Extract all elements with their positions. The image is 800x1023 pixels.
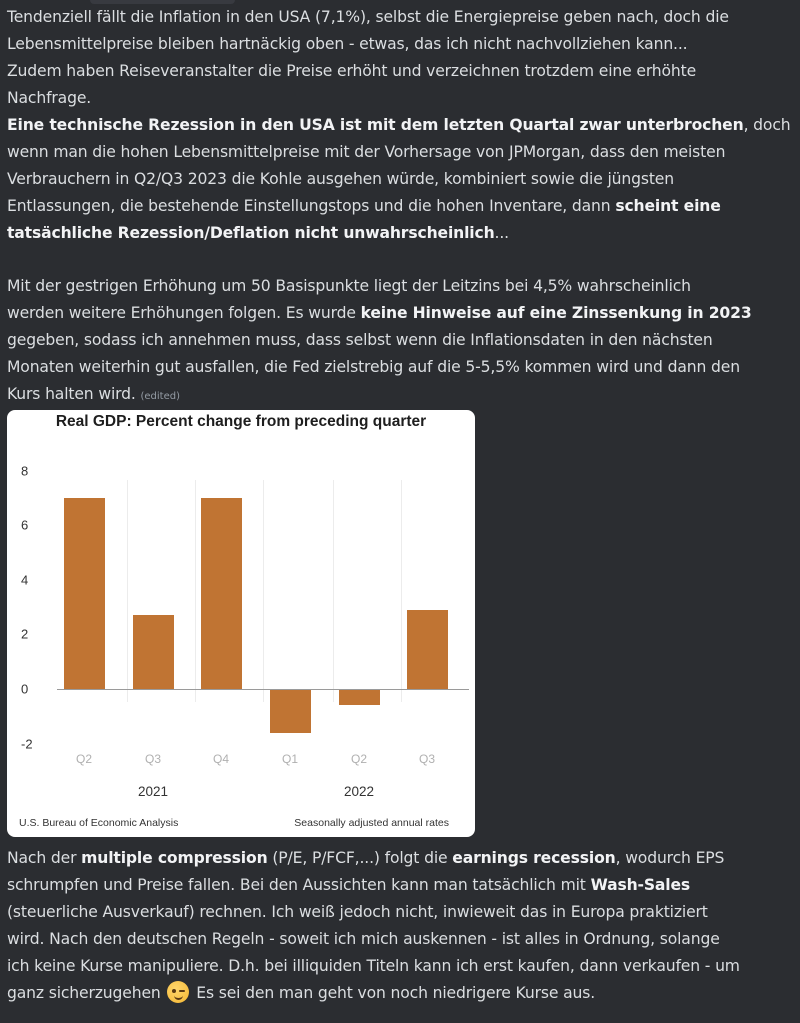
p4-text: schrumpfen und Preise fallen. Bei den Aussichten kann man tatsächlich mit	[7, 876, 591, 894]
p2-bold-scheint: scheint eine	[615, 197, 721, 215]
gdp-bar	[201, 498, 242, 689]
gdp-bar	[407, 610, 448, 689]
edited-label: (edited)	[140, 391, 180, 402]
p4-bold-multiple-compression: multiple compression	[81, 849, 268, 867]
p2-bold-recession: Eine technische Rezession in den USA ist mit dem letzten Quartal zwar unterbrochen	[7, 116, 744, 134]
p4-line4: wird. Nach den deutschen Regeln - soweit ich mich auskennen - ist alles in Ordnung, solange	[7, 930, 720, 948]
x-axis-tick: Q1	[281, 752, 298, 766]
p3-bold-zinssenkung: keine Hinweise auf eine Zinssenkung in 2023	[360, 304, 752, 322]
y-axis-tick: 6	[21, 517, 29, 533]
grid-separator	[263, 480, 264, 702]
y-axis-tick: 0	[21, 681, 29, 697]
p2-line3: Verbrauchern in Q2/Q3 2023 die Kohle ausgehen würde, kombiniert sowie die jüngsten	[7, 170, 674, 188]
p4-text: (P/E, P/FCF,...) folgt die	[267, 849, 453, 867]
zero-axis-line	[57, 689, 469, 690]
x-axis-tick: Q3	[418, 752, 435, 766]
y-axis-tick: 4	[21, 572, 29, 588]
p3-line5: Kurs halten wird.	[7, 385, 136, 403]
p3-line1: Mit der gestrigen Erhöhung um 50 Basispunkte liegt der Leitzins bei 4,5% wahrscheinlich	[7, 277, 691, 295]
p2-ellipsis: ...	[494, 224, 509, 242]
y-axis-tick: 2	[21, 626, 29, 642]
grid-separator	[127, 480, 128, 702]
year-group-label: 2022	[343, 784, 375, 799]
x-axis-tick: Q2	[75, 752, 92, 766]
y-axis-tick: 8	[21, 463, 29, 479]
p2-line4: Entlassungen, die bestehende Einstellungstops und die hohen Inventare, dann	[7, 197, 616, 215]
grid-separator	[401, 480, 402, 702]
p1-line3: Zudem haben Reiseveranstalter die Preise erhöht und verzeichnen trotzdem eine erhöhte	[7, 62, 697, 80]
y-axis-tick: -2	[21, 736, 33, 752]
p4-text: Nach der	[7, 849, 82, 867]
p2-text: , doch	[743, 116, 791, 134]
p4-text: Es sei den man geht von noch niedrigere Kurse aus.	[191, 984, 595, 1002]
x-axis-tick: Q2	[350, 752, 367, 766]
gdp-chart-image[interactable]	[7, 410, 475, 837]
p4-text: ganz sicherzugehen	[7, 984, 161, 1002]
p4-bold-earnings-recession: earnings recession	[452, 849, 616, 867]
p1-line4: Nachfrage.	[7, 89, 92, 107]
p4-bold-wash-sales: Wash-Sales	[590, 876, 691, 894]
year-group-label: 2021	[137, 784, 169, 799]
grid-separator	[195, 480, 196, 702]
p2-line2: wenn man die hohen Lebensmittelpreise mit der Vorhersage von JPMorgan, dass den meisten	[7, 143, 726, 161]
gdp-bar	[339, 689, 380, 705]
p4-line5: ich keine Kurse manipuliere. D.h. bei illiquiden Titeln kann ich erst kaufen, dann verkaufen - um	[7, 957, 740, 975]
gdp-bar	[270, 689, 311, 733]
chart-title: Real GDP: Percent change from preceding quarter	[55, 413, 427, 430]
grid-separator	[333, 480, 334, 702]
p4-line3: (steuerliche Ausverkauf) rechnen. Ich weiß jedoch nicht, inwieweit das in Europa praktiziert	[7, 903, 708, 921]
message-text-block-2	[7, 273, 797, 410]
x-axis-tick: Q3	[144, 752, 161, 766]
x-axis-tick: Q4	[212, 752, 229, 766]
chart-source: U.S. Bureau of Economic Analysis	[19, 817, 179, 829]
gdp-bar	[64, 498, 105, 689]
p3-line2: werden weitere Erhöhungen folgen. Es wurde	[7, 304, 361, 322]
message-text-block-3	[7, 845, 797, 1007]
wink-emoji-icon[interactable]	[167, 981, 189, 1003]
p3-line3: gegeben, sodass ich annehmen muss, dass selbst wenn die Inflationsdaten in den nächsten	[7, 331, 713, 349]
p4-text: , wodurch EPS	[615, 849, 725, 867]
gdp-bar	[133, 615, 174, 689]
p1-line2: Lebensmittelpreise bleiben hartnäckig oben - etwas, das ich nicht nachvollziehen kann...	[7, 35, 688, 53]
chart-note: Seasonally adjusted annual rates	[294, 817, 449, 829]
chart-plot-area	[7, 410, 475, 837]
message-text-block-1	[7, 4, 797, 247]
p2-bold-deflation: tatsächliche Rezession/Deflation nicht unwahrscheinlich	[7, 224, 495, 242]
p1-line1: Tendenziell fällt die Inflation in den USA (7,1%), selbst die Energiepreise geben nach, doch die	[7, 8, 729, 26]
p3-line4: Monaten weiterhin gut ausfallen, die Fed zielstrebig auf die 5-5,5% kommen wird und dann den	[7, 358, 740, 376]
